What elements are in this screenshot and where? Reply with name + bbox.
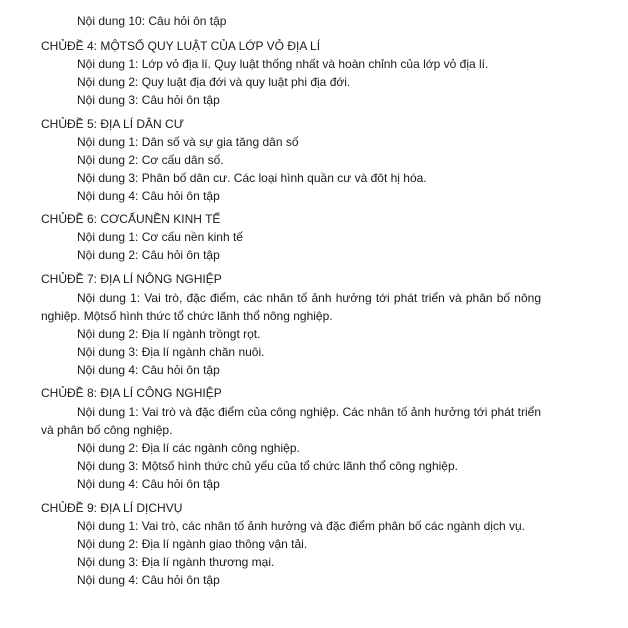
- topic-heading: CHỦĐỀ 8: ĐỊA LÍ CÔNG NGHIỆP: [41, 386, 222, 400]
- content-item: Nội dung 2: Quy luật địa đới và quy luật phi địa đới.: [77, 75, 351, 89]
- topic-heading: CHỦĐỀ 7: ĐỊA LÍ NÔNG NGHIỆP: [41, 272, 222, 286]
- content-item: Nội dung 1: Vai trò, các nhân tố ảnh hưởng và đặc điểm phân bố các ngành dịch vụ.: [77, 519, 525, 533]
- content-item: Nội dung 3: Phân bố dân cư. Các loại hình quần cư và đôt hị hóa.: [77, 171, 427, 185]
- topic-heading: CHỦĐỀ 4: MỘTSỐ QUY LUẬT CỦA LỚP VỎ ĐỊA LÍ: [41, 39, 321, 53]
- content-item: Nội dung 4: Câu hỏi ôn tập: [77, 363, 220, 377]
- content-item: Nội dung 4: Câu hỏi ôn tập: [77, 573, 220, 587]
- content-item: Nội dung 2: Địa lí ngành trồngt rọt.: [77, 327, 261, 341]
- content-item: Nội dung 1: Dân số và sự gia tăng dân số: [77, 135, 299, 149]
- content-item: Nội dung 2: Câu hỏi ôn tập: [77, 248, 220, 262]
- content-item: Nội dung 10: Câu hỏi ôn tập: [77, 14, 227, 28]
- content-item: Nội dung 4: Câu hỏi ôn tập: [77, 189, 220, 203]
- content-item: Nội dung 1: Vai trò và đặc điểm của công nghiệp. Các nhân tố ảnh hưởng tới phát triển và phân bố công nghiệp.: [41, 405, 541, 437]
- content-item: Nội dung 1: Cơ cấu nền kinh tế: [77, 230, 243, 244]
- content-item: Nội dung 3: Địa lí ngành chăn nuôi.: [77, 345, 265, 359]
- content-item: Nội dung 3: Mộtsố hình thức chủ yếu của tổ chức lãnh thổ công nghiệp.: [77, 459, 458, 473]
- topic-heading: CHỦĐỀ 5: ĐỊA LÍ DÂN CƯ: [41, 117, 184, 131]
- content-item: Nội dung 3: Địa lí ngành thương mại.: [77, 555, 275, 569]
- content-item: Nội dung 1: Lớp vỏ địa lí. Quy luật thống nhất và hoàn chỉnh của lớp vỏ địa lí.: [77, 57, 489, 71]
- content-item: Nội dung 2: Địa lí ngành giao thông vận tải.: [77, 537, 308, 551]
- content-item: Nội dung 3: Câu hỏi ôn tập: [77, 93, 220, 107]
- topic-heading: CHỦĐỀ 6: CƠCẤUNỀN KINH TẾ: [41, 212, 221, 226]
- content-item: Nội dung 2: Địa lí các ngành công nghiệp.: [77, 441, 300, 455]
- content-item: Nội dung 2: Cơ cấu dân số.: [77, 153, 224, 167]
- content-item: Nội dung 1: Vai trò, đặc điểm, các nhân tố ảnh hưởng tới phát triển và phân bố nông nghiệp. Mộtsố hình thức tổ chức lãnh thổ nông nghiệp.: [41, 291, 541, 323]
- topic-heading: CHỦĐỀ 9: ĐỊA LÍ DỊCHVỤ: [41, 501, 183, 515]
- content-item: Nội dung 4: Câu hỏi ôn tập: [77, 477, 220, 491]
